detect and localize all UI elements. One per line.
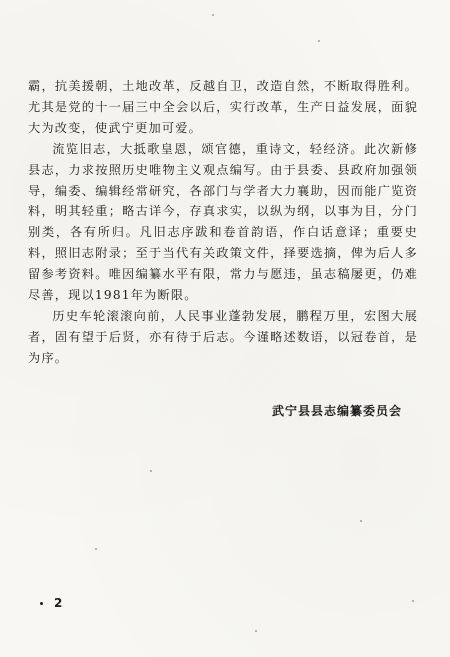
scan-speck <box>412 600 414 602</box>
scan-speck <box>95 548 97 550</box>
paragraph-1: 霸，抗美援朝，土地改革，反越自卫，改造自然，不断取得胜利。尤其是党的十一届三中全会以后，实行改革，生产日益发展，面貌大为改变，使武宁更加可爱。 <box>28 79 418 135</box>
scan-speck <box>150 470 152 472</box>
margin-dot <box>40 602 43 605</box>
page-number: 2 <box>54 596 63 610</box>
document-body <box>28 76 418 369</box>
scan-speck <box>318 40 320 42</box>
scan-speck <box>255 630 257 632</box>
paragraph-2: 流览旧志，大抵歌皇恩，颂官德，重诗文，轻经济。此次新修县志，力求按照历史唯物主义观点编写。由于县委、县政府加强领导，编委、编辑经常研究，各部门与学者大力襄助，因而能广览资料，明其轻重；略古详今，存真求实，以纵为纲，以事为目，分门别类，各有所归。凡旧志序跋和卷首韵语，作白话意译；重要史料，照旧志附录；至于当代有关政策文件，择要选摘，俾为后人多留参考资料。唯因编纂水平有限，常力与愿违，虽志稿屡更，仍难尽善，现以1981年为断限。 <box>28 141 418 303</box>
signature: 武宁县县志编纂委员会 <box>272 404 403 418</box>
scan-speck <box>212 14 214 16</box>
scan-speck <box>360 520 362 522</box>
paragraph-3: 历史车轮滚滚向前，人民事业蓬勃发展，鹏程万里，宏图大展者，固有望于后贤，亦有待于后志。今谨略述数语，以冠卷首，是为序。 <box>28 308 418 365</box>
